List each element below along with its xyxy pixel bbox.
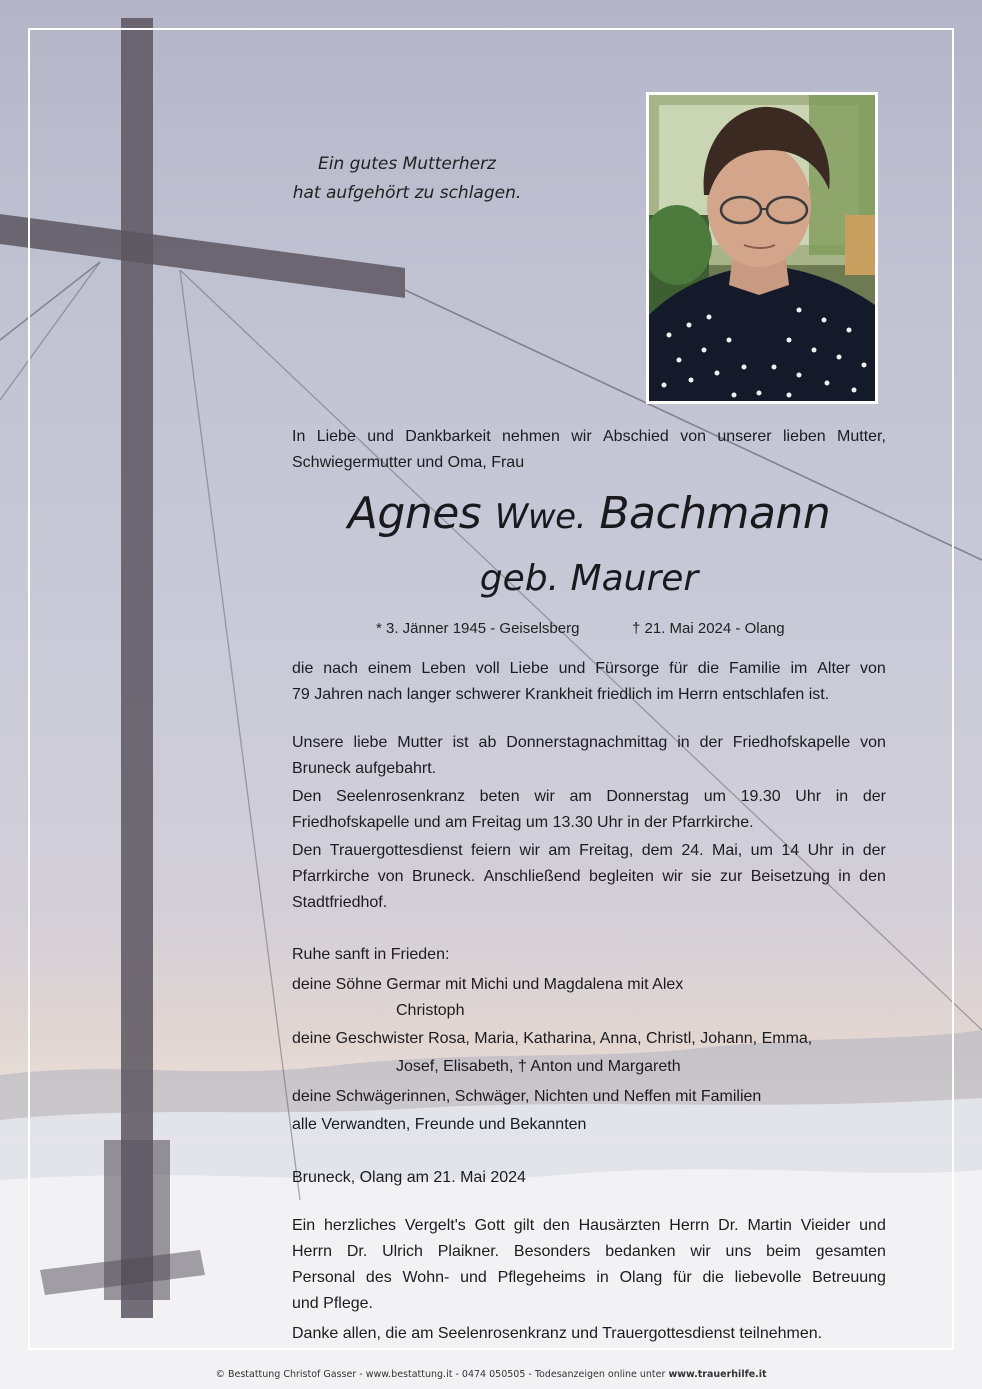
paragraph-viewing xyxy=(292,730,886,782)
deceased-name xyxy=(292,486,886,545)
place-date-text: Bruneck, Olang am 21. Mai 2024 xyxy=(292,1169,526,1186)
thanks-paragraph xyxy=(292,1213,886,1347)
paragraph-life xyxy=(292,656,886,708)
paragraph-funeral-line-1: Den Trauergottesdienst feiern wir am Freitag, dem 24. Mai, um 14 Uhr in der xyxy=(292,842,886,859)
intro-line-2: Schwiegermutter und Oma, Frau xyxy=(292,454,525,471)
death-date: † 21. Mai 2024 - Olang xyxy=(632,620,785,637)
mourners-list xyxy=(292,942,886,1138)
mourners-siblings-line-1: deine Geschwister Rosa, Maria, Katharina, Anna, Christl, Johann, Emma, xyxy=(292,1030,813,1047)
maiden-name: geb. Maurer xyxy=(479,558,699,599)
intro-text xyxy=(292,424,886,476)
name-first: Agnes xyxy=(347,488,482,539)
footer-link[interactable]: www.trauerhilfe.it xyxy=(668,1369,767,1380)
thanks-line-2: Herrn Dr. Ulrich Plaikner. Besonders bedanken wir uns beim gesamten xyxy=(292,1243,886,1260)
thanks-line-1: Ein herzliches Vergelt's Gott gilt den Hausärzten Herrn Dr. Martin Vieider und xyxy=(292,1217,886,1234)
mourners-sons-line-2: Christoph xyxy=(396,1002,465,1019)
footer-text: © Bestattung Christof Gasser - www.bestattung.it - 0474 050505 - Todesanzeigen online unter xyxy=(215,1369,669,1380)
intro-line-1: In Liebe und Dankbarkeit nehmen wir Abschied von unserer lieben Mutter, xyxy=(292,428,886,445)
rest-in-peace: Ruhe sanft in Frieden: xyxy=(292,946,450,963)
paragraph-funeral xyxy=(292,838,886,916)
mourners-relatives: alle Verwandten, Freunde und Bekannten xyxy=(292,1116,587,1133)
place-date xyxy=(292,1165,886,1191)
paragraph-rosary-line-1: Den Seelenrosenkranz beten wir am Donnerstag um 19.30 Uhr in der xyxy=(292,788,886,805)
portrait-photo xyxy=(646,92,878,404)
paragraph-rosary-line-2: Friedhofskapelle und am Freitag um 13.30 Uhr in der Pfarrkirche. xyxy=(292,814,754,831)
paragraph-funeral-line-3: Stadtfriedhof. xyxy=(292,894,388,911)
mourners-inlaws: deine Schwägerinnen, Schwäger, Nichten und Neffen mit Familien xyxy=(292,1088,762,1105)
thanks-all: Danke allen, die am Seelenrosenkranz und Trauergottesdienst teilnehmen. xyxy=(292,1325,823,1342)
mourners-siblings-line-2: Josef, Elisabeth, † Anton und Margareth xyxy=(396,1058,681,1075)
thanks-line-4: und Pflege. xyxy=(292,1295,373,1312)
footer-credit xyxy=(0,1368,982,1382)
name-last: Bachmann xyxy=(599,488,831,539)
mourners-sons-line-1: deine Söhne Germar mit Michi und Magdalena mit Alex xyxy=(292,976,684,993)
thanks-line-3: Personal des Wohn- und Pflegeheims in Olang für die liebevolle Betreuung xyxy=(292,1269,886,1286)
birth-date: * 3. Jänner 1945 - Geiselsberg xyxy=(376,620,580,637)
paragraph-life-line-1: die nach einem Leben voll Liebe und Fürsorge für die Familie im Alter von xyxy=(292,660,886,677)
paragraph-life-line-2: 79 Jahren nach langer schwerer Krankheit friedlich im Herrn entschlafen ist. xyxy=(292,686,830,703)
name-middle: Wwe. xyxy=(494,497,586,537)
motto-line-2: hat aufgehört zu schlagen. xyxy=(292,183,522,203)
motto-line-1: Ein gutes Mutterherz xyxy=(318,154,496,174)
paragraph-viewing-line-1: Unsere liebe Mutter ist ab Donnerstagnachmittag in der Friedhofskapelle von xyxy=(292,734,886,751)
paragraph-viewing-line-2: Bruneck aufgebahrt. xyxy=(292,760,437,777)
paragraph-rosary xyxy=(292,784,886,836)
motto xyxy=(262,150,552,208)
paragraph-funeral-line-2: Pfarrkirche von Bruneck. Anschließend begleiten wir sie zur Beisetzung in den xyxy=(292,868,886,885)
